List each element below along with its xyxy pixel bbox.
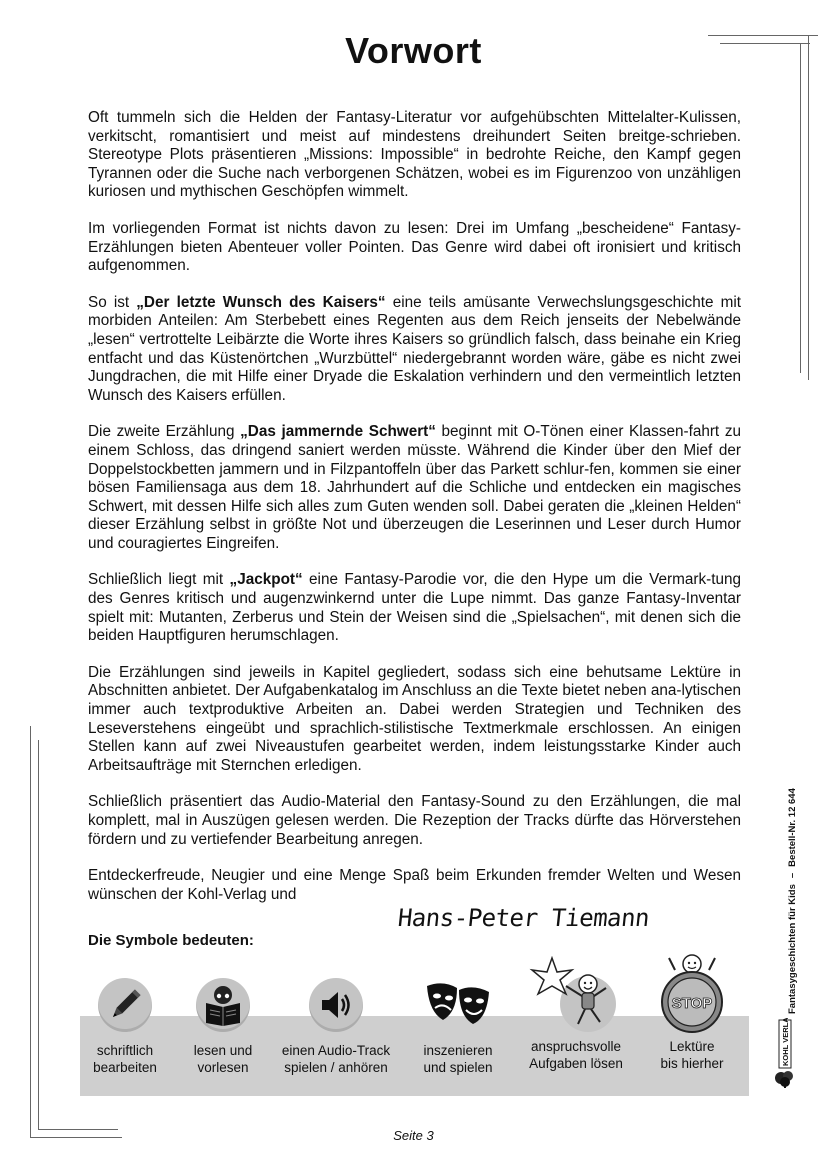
frame-right-line [808,35,809,380]
story-title-3: „Jackpot“ [229,571,303,589]
paragraph-3: So ist „Der letzte Wunsch des Kaisers“ eine teils amüsante Verwechslungsgeschichte mit morbiden Anteilen: Am Sterbebett eines Regenten aus dem Reich jenseits der Nebelwände „lesen“ vertrottelte Leibärzte die Worte ihres Kaisers so gründlich falsch, dass beinahe ein Krieg entfacht und das Küstenörtchen „Wurzbüttel“ niedergebrannt worden wäre, gäbe es nicht zwei Jungdrachen, die mit Hilfe einer Dryade die Eskalation verhindern und den vermeintlich letzten Wunsch des Kaisers erfüllen. [88,293,741,404]
paragraph-4: Die zweite Erzählung „Das jammernde Schwert“ beginnt mit O-Tönen einer Klassen-fahrt zu einem Schloss, das dringend saniert werden müsste. Während die Kinder über den Mief der Doppelstockbetten jammern und in Filzpantoffeln über das Parkett schlur-fen, kommen sie einer bösen Familiensaga aus dem 18. Jahrhundert auf die Schliche und entdecken ein magisches Schwert, mit dessen Hilfe sich alles zum Guten wenden soll. Dabei geraten die „kleinen Helden“ dieser Erzählung selbst in größte Not und überzeugen die Leserinnen und Leser durch Humor und couragiertes Eingreifen. [88,423,741,552]
stop-sign-icon [657,952,727,1034]
star-kid-icon [528,956,624,1034]
paragraph-2: Im vorliegenden Format ist nichts davon zu lesen: Drei im Umfang „bescheidene“ Fantasy-Erzählungen bieten Abenteuer voller Pointen. Das Genre wird dabei oft ironisiert und kritisch aufgenommen. [88,219,741,275]
symbol-stop: STOP Lektüre bis hierher [648,952,736,1072]
symbol-theater: inszenieren und spielen [410,978,506,1076]
stop-label: STOP [671,995,713,1012]
symbol-audio: einen Audio-Track spielen / anhören [272,978,400,1076]
symbol-challenge: anspruchsvolle Aufgaben lösen [520,956,632,1072]
paragraph-1: Oft tummeln sich die Helden der Fantasy-Literatur vor aufgehübschten Mittelalter-Kulissen, verkitscht, romantisiert und meist auf mindestens dreihundert Seiten breitge-schrieben. Stereotype Plots präsentieren „Missions: Impossible“ in bedrohte Reiche, den Kampf gegen Tyrannen oder die Suche nach verborgenen Schätzen, wobei es im Figurenzoo von unzähligen kuriosen und mythischen Geschöpfen wimmelt. [88,109,741,201]
page-number: Seite 3 [393,1128,434,1143]
body-text [88,109,741,922]
paragraph-8: Entdeckerfreude, Neugier und eine Menge Spaß beim Erkunden fremder Welten und Wesen wünschen der Kohl-Verlag und [88,867,741,903]
frame-right-line-inner [800,43,801,373]
story-title-2: „Das jammernde Schwert“ [240,423,436,441]
page-title: Vorwort [345,30,482,71]
symbol-read: lesen und vorlesen [182,978,264,1076]
frame-left-line-inner [38,740,39,1130]
frame-left-line [30,726,31,1138]
pencil-icon [98,978,152,1032]
side-series-text: Fantasygeschichten für Kids–Bestell-Nr. 12 644 [787,788,798,1014]
paragraph-7: Schließlich präsentiert das Audio-Material den Fantasy-Sound zu den Erzählungen, die mal komplett, mal in Auszügen gelesen werden. Die Rezeption der Tracks dürfte das Hörverstehen fördern und zu vertiefender Bearbeitung anregen. [88,793,741,848]
reading-icon [196,978,250,1032]
paragraph-6: Die Erzählungen sind jeweils in Kapitel gegliedert, sodass sich eine behutsame Lektüre in Abschnitten anbietet. Der Aufgabenkatalog im Anschluss an die Texte bietet neben ana-lytischen immer auch textproduktive Arbeiten an. Dabei werden Strategien und Techniken des Leseverstehens eingeübt und sprachlich-stilistische Textmerkmale erschlossen. An einigen Stellen kann auf zwei Niveaustufen gearbeitet werden, indem leistungsstarke Kinder auch Arbeitsaufträge mit Sternchen erledigen. [88,663,741,774]
symbol-write: schriftlich bearbeiten [82,978,168,1076]
signature: Hans-Peter Tiemann [396,904,651,932]
speaker-icon [309,978,363,1032]
theater-masks-icon [423,978,493,1032]
symbols-heading: Die Symbole bedeuten: [88,932,254,949]
story-title-1: „Der letzte Wunsch des Kaisers“ [136,293,386,311]
paragraph-5: Schließlich liegt mit „Jackpot“ eine Fantasy-Parodie vor, die den Hype um die Vermark-tung des Genres kritisch und augenzwinkernd unter die Lupe nimmt. Das ganze Fantasy-Inventar spielt mit: Mutanten, Zerberus und Stein der Weisen sind die „Spielsachen“, mit denen sich die beiden Hauptfiguren herumschlagen. [88,571,741,645]
svg-text:KOHL VERLAG: KOHL VERLAG [781,1018,790,1066]
kohl-verlag-logo [770,1018,802,1088]
